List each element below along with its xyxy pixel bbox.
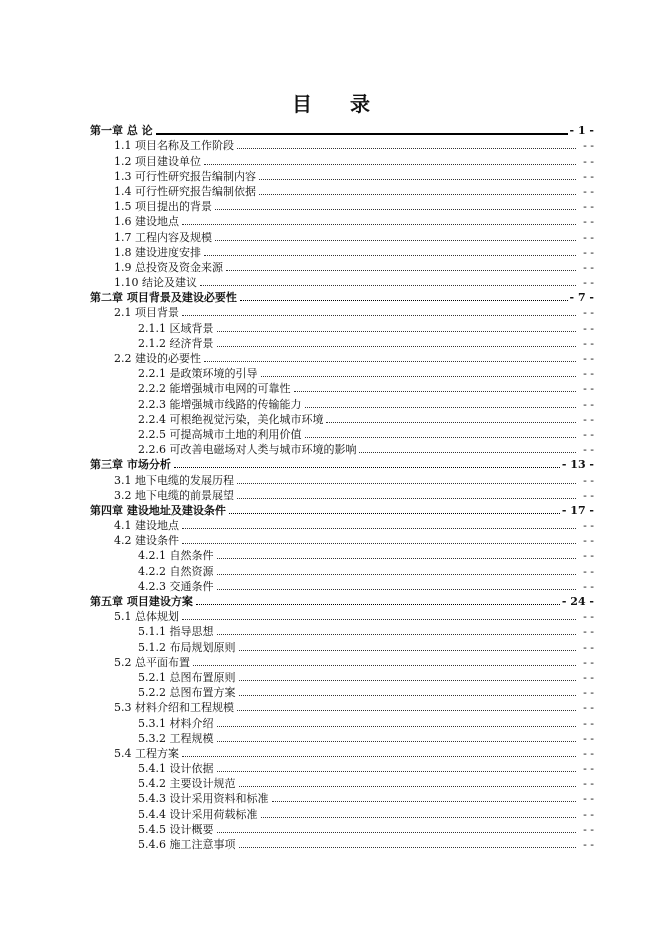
toc-entry-label: 5.4.1 设计依据 [138, 762, 214, 776]
toc-entry-label: 1.1 项目名称及工作阶段 [114, 139, 234, 153]
toc-entry-label: 5.2 总平面布置 [114, 655, 190, 669]
dot-leader [240, 299, 568, 301]
toc-entry-label: 2.2.3 能增强城市线路的传输能力 [138, 397, 302, 411]
dot-leader [217, 345, 577, 347]
toc-section-row[interactable] [90, 198, 594, 213]
toc-section-row[interactable] [90, 623, 594, 638]
dot-leader [217, 573, 577, 575]
toc-page-number: - - [583, 367, 594, 381]
dot-leader [204, 360, 576, 362]
toc-entry-label: 第五章 项目建设方案 [90, 595, 193, 608]
toc-section-row[interactable] [90, 411, 594, 426]
toc-section-row[interactable] [90, 244, 594, 259]
toc-section-row[interactable] [90, 608, 594, 623]
dot-leader [237, 147, 576, 149]
toc-page-number: - - [583, 306, 594, 320]
toc-entry-label: 5.4.4 设计采用荷载标准 [138, 807, 258, 821]
toc-page-number: - - [583, 352, 594, 365]
table-of-contents [90, 122, 594, 851]
dot-leader [229, 512, 560, 514]
toc-chapter-row[interactable] [90, 456, 594, 471]
toc-entry-label: 1.9 总投资及资金来源 [114, 260, 223, 274]
toc-entry-label: 4.2 建设条件 [114, 534, 179, 548]
toc-section-row[interactable] [90, 183, 594, 198]
toc-section-row[interactable] [90, 380, 594, 395]
toc-page-number: - 1 - [569, 124, 594, 138]
dot-leader [272, 800, 577, 802]
toc-section-row[interactable] [90, 760, 594, 775]
toc-entry-label: 第三章 市场分析 [90, 458, 171, 472]
toc-section-row[interactable] [90, 365, 594, 380]
dot-leader [217, 831, 577, 833]
toc-page-number: - - [583, 443, 594, 457]
toc-entry-label: 2.2.4 可根绝视觉污染，美化城市环境 [138, 412, 324, 426]
dot-leader [174, 466, 560, 468]
toc-page-number: - 17 - [561, 503, 594, 517]
dot-leader [204, 163, 576, 165]
dot-leader [200, 284, 576, 286]
toc-section-row[interactable] [90, 638, 594, 653]
toc-entry-label: 2.2.2 能增强城市电网的可靠性 [138, 382, 291, 396]
dot-leader [217, 330, 577, 332]
toc-entry-label: 1.4 可行性研究报告编制依据 [114, 184, 256, 198]
dot-leader [261, 375, 577, 377]
toc-page-number: - - [583, 260, 594, 274]
toc-entry-label: 1.7 工程内容及规模 [114, 230, 212, 244]
toc-section-row[interactable] [90, 547, 594, 562]
toc-entry-label: 2.2.5 可提高城市土地的利用价值 [138, 427, 302, 441]
toc-entry-label: 2.2.1 是政策环境的引导 [138, 367, 258, 381]
toc-section-row[interactable] [90, 395, 594, 410]
toc-page-number: - 24 - [561, 595, 594, 608]
toc-section-row[interactable] [90, 228, 594, 243]
dot-leader [182, 542, 576, 544]
toc-section-row[interactable] [90, 487, 594, 502]
toc-entry-label: 2.2.6 可改善电磁场对人类与城市环境的影响 [138, 443, 357, 457]
dot-leader [261, 816, 577, 818]
toc-section-row[interactable] [90, 137, 594, 152]
dot-leader [259, 178, 576, 180]
toc-section-row[interactable] [90, 259, 594, 274]
toc-page-number: - - [583, 427, 594, 441]
toc-page-number: - - [583, 640, 594, 654]
toc-page-number: - - [583, 792, 594, 806]
toc-entry-label: 4.2.1 自然条件 [138, 549, 214, 563]
dot-leader [237, 497, 576, 499]
toc-page-number: - - [583, 701, 594, 715]
toc-page-number: - - [583, 519, 594, 533]
toc-entry-label: 1.8 建设进度安排 [114, 245, 201, 259]
toc-entry-label: 3.2 地下电缆的前景展望 [114, 488, 234, 502]
toc-entry-label: 第四章 建设地址及建设条件 [90, 503, 226, 517]
dot-leader [217, 725, 577, 727]
dot-leader [226, 269, 576, 271]
toc-section-row[interactable] [90, 821, 594, 836]
dot-leader [182, 618, 576, 620]
dot-leader [259, 193, 576, 195]
toc-page-number: - - [583, 564, 594, 578]
toc-entry-label: 2.1 项目背景 [114, 306, 179, 320]
toc-page-number: - - [583, 625, 594, 639]
toc-section-row[interactable] [90, 471, 594, 486]
toc-entry-label: 第二章 项目背景及建设必要性 [90, 291, 237, 305]
dot-leader [215, 239, 576, 241]
dot-leader [193, 664, 576, 666]
toc-section-row[interactable] [90, 350, 594, 365]
dot-leader [326, 421, 576, 423]
dot-leader [182, 755, 576, 757]
toc-entry-label: 5.4 工程方案 [114, 746, 179, 760]
dot-leader [156, 132, 568, 135]
toc-section-row[interactable] [90, 730, 594, 745]
title-char-1: 目 [292, 92, 312, 116]
toc-entry-label: 1.3 可行性研究报告编制内容 [114, 169, 256, 183]
dot-leader [237, 709, 576, 711]
toc-entry-label: 4.2.2 自然资源 [138, 564, 214, 578]
toc-entry-label: 1.10 结论及建议 [114, 276, 197, 290]
toc-entry-label: 1.5 项目提出的背景 [114, 200, 212, 214]
toc-page-number: - - [583, 230, 594, 244]
toc-entry-label: 4.2.3 交通条件 [138, 579, 214, 593]
toc-page-number: - - [583, 838, 594, 851]
toc-entry-label: 5.4.5 设计概要 [138, 822, 214, 836]
dot-leader [182, 527, 576, 529]
toc-section-row[interactable] [90, 319, 594, 334]
dot-leader [239, 785, 577, 787]
toc-section-row[interactable] [90, 836, 594, 851]
toc-section-row[interactable] [90, 152, 594, 167]
dot-leader [237, 482, 576, 484]
toc-page-number: - - [583, 716, 594, 730]
dot-leader [204, 254, 576, 256]
toc-section-row[interactable] [90, 578, 594, 593]
toc-entry-label: 2.2 建设的必要性 [114, 352, 201, 365]
toc-entry-label: 5.3.2 工程规模 [138, 731, 214, 745]
toc-section-row[interactable] [90, 805, 594, 820]
toc-page-number: - - [583, 746, 594, 760]
toc-section-row[interactable] [90, 168, 594, 183]
toc-page-number: - - [583, 610, 594, 624]
toc-section-row[interactable] [90, 426, 594, 441]
dot-leader [182, 314, 576, 316]
dot-leader [359, 451, 576, 453]
toc-chapter-row[interactable] [90, 502, 594, 517]
toc-entry-label: 3.1 地下电缆的发展历程 [114, 473, 234, 487]
toc-page-number: - - [583, 276, 594, 290]
toc-entry-label: 5.3.1 材料介绍 [138, 716, 214, 730]
toc-page-number: - - [583, 321, 594, 335]
toc-section-row[interactable] [90, 775, 594, 790]
dot-leader [239, 694, 577, 696]
toc-page-number: - - [583, 336, 594, 350]
toc-section-row[interactable] [90, 654, 594, 669]
toc-chapter-row[interactable] [90, 593, 594, 608]
dot-leader [215, 208, 576, 210]
toc-page-number: - - [583, 139, 594, 153]
toc-page-number: - - [583, 169, 594, 183]
toc-chapter-row[interactable] [90, 289, 594, 304]
toc-page-number: - - [583, 154, 594, 168]
toc-page-number: - - [583, 579, 594, 593]
toc-section-row[interactable] [90, 562, 594, 577]
toc-page-number: - - [583, 777, 594, 791]
dot-leader [182, 223, 576, 225]
dot-leader [217, 770, 577, 772]
toc-page-number: - - [583, 549, 594, 563]
dot-leader [294, 390, 577, 392]
toc-entry-label: 5.4.3 设计采用资料和标准 [138, 792, 269, 806]
toc-page-number: - - [583, 686, 594, 700]
toc-page-number: - - [583, 382, 594, 396]
toc-entry-label: 4.1 建设地点 [114, 519, 179, 533]
toc-page-number: - - [583, 807, 594, 821]
toc-section-row[interactable] [90, 532, 594, 547]
toc-section-row[interactable] [90, 441, 594, 456]
dot-leader [217, 740, 577, 742]
toc-page-number: - - [583, 245, 594, 259]
toc-section-row[interactable] [90, 714, 594, 729]
toc-section-row[interactable] [90, 335, 594, 350]
dot-leader [217, 633, 577, 635]
toc-page-number: - - [583, 670, 594, 684]
toc-entry-label: 5.1.2 布局规划原则 [138, 640, 236, 654]
toc-entry-label: 5.3 材料介绍和工程规模 [114, 701, 234, 715]
toc-section-row[interactable] [90, 213, 594, 228]
toc-entry-label: 第一章 总 论 [90, 124, 153, 138]
toc-page-number: - - [583, 215, 594, 229]
toc-section-row[interactable] [90, 274, 594, 289]
toc-page-number: - - [583, 397, 594, 411]
title-char-2: 录 [350, 92, 370, 116]
toc-page-number: - - [583, 822, 594, 836]
toc-section-row[interactable] [90, 699, 594, 714]
toc-section-row[interactable] [90, 669, 594, 684]
toc-entry-label: 1.6 建设地点 [114, 215, 179, 229]
toc-entry-label: 5.1 总体规划 [114, 610, 179, 624]
toc-page-number: - - [583, 412, 594, 426]
toc-entry-label: 5.4.2 主要设计规范 [138, 777, 236, 791]
toc-page-number: - - [583, 473, 594, 487]
toc-section-row[interactable] [90, 790, 594, 805]
toc-entry-label: 5.1.1 指导思想 [138, 625, 214, 639]
toc-page-number: - - [583, 488, 594, 502]
toc-entry-label: 5.2.2 总图布置方案 [138, 686, 236, 700]
toc-page-number: - 7 - [569, 291, 594, 305]
page-title [0, 88, 662, 117]
dot-leader [217, 557, 577, 559]
dot-leader [305, 406, 577, 408]
dot-leader [239, 679, 577, 681]
toc-section-row[interactable] [90, 745, 594, 760]
toc-entry-label: 1.2 项目建设单位 [114, 154, 201, 168]
toc-entry-label: 5.2.1 总图布置原则 [138, 670, 236, 684]
toc-section-row[interactable] [90, 304, 594, 319]
toc-section-row[interactable] [90, 517, 594, 532]
toc-entry-label: 2.1.1 区域背景 [138, 321, 214, 335]
toc-entry-label: 2.1.2 经济背景 [138, 336, 214, 350]
dot-leader [239, 846, 577, 848]
toc-page-number: - 13 - [561, 458, 594, 472]
toc-chapter-row[interactable] [90, 122, 594, 137]
toc-page-number: - - [583, 184, 594, 198]
toc-page-number: - - [583, 762, 594, 776]
dot-leader [239, 649, 577, 651]
toc-entry-label: 5.4.6 施工注意事项 [138, 838, 236, 851]
toc-section-row[interactable] [90, 684, 594, 699]
dot-leader [196, 603, 560, 605]
toc-page-number: - - [583, 200, 594, 214]
dot-leader [305, 436, 577, 438]
dot-leader [217, 588, 577, 590]
toc-page-number: - - [583, 534, 594, 548]
toc-page-number: - - [583, 731, 594, 745]
toc-page-number: - - [583, 655, 594, 669]
